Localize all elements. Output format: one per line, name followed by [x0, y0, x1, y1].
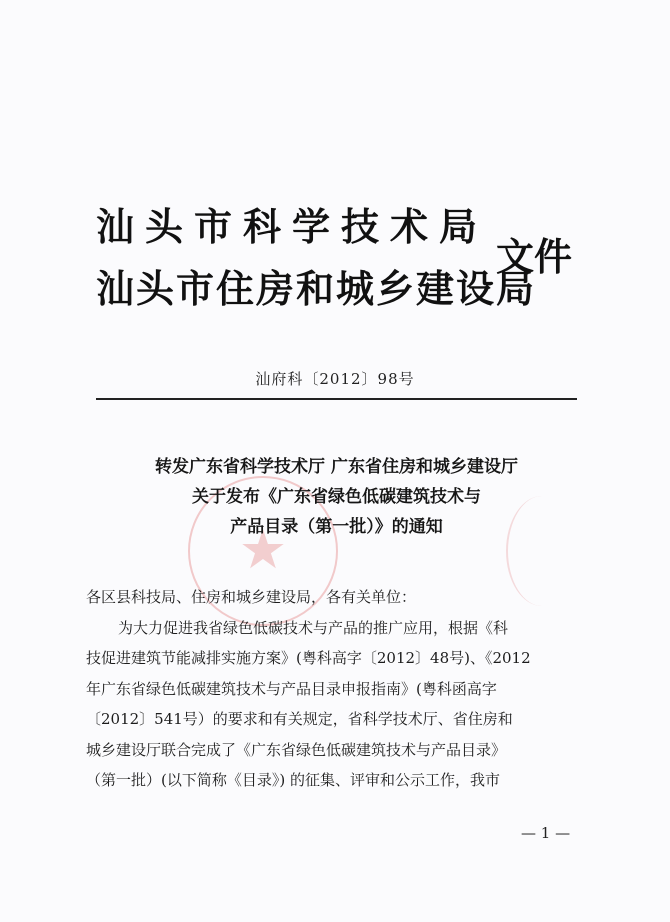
- body-line-4: 〔2012〕541号）的要求和有关规定，省科学技术厅、省住房和: [86, 710, 513, 728]
- document-label: 文件: [496, 235, 573, 279]
- agency-line-2: 汕头市住房和城乡建设局: [96, 267, 537, 311]
- body-line-1: 为大力促进我省绿色低碳技术与产品的推广应用，根据《科: [118, 618, 509, 637]
- body-line-3: 年广东省绿色低碳建筑技术与产品目录申报指南》(粤科函高字: [86, 679, 497, 698]
- body-line-2: 技促进建筑节能减排实施方案》(粤科高字〔2012〕48号)、《2012: [86, 649, 531, 667]
- body-text: [86, 582, 586, 796]
- header-divider: [96, 398, 577, 400]
- title-line-3: 产品目录（第一批）》的通知: [230, 517, 443, 537]
- body-line-6: （第一批）(以下简称《目录》) 的征集、评审和公示工作，我市: [86, 771, 500, 789]
- salutation: 各区县科技局、住房和城乡建设局，各有关单位：: [86, 588, 417, 606]
- document-number: 汕府科〔2012〕98号: [255, 370, 415, 388]
- issuing-agencies: [96, 196, 536, 320]
- body-line-5: 城乡建设厅联合完成了《广东省绿色低碳建筑技术与产品目录》: [86, 740, 507, 759]
- agency-line-1: 汕头市科学技术局: [96, 205, 489, 249]
- title-line-2: 关于发布《广东省绿色低碳建筑技术与: [192, 487, 481, 507]
- title-line-1: 转发广东省科学技术厅 广东省住房和城乡建设厅: [155, 457, 518, 477]
- page-number: — 1 —: [521, 824, 571, 842]
- notice-title: [96, 452, 577, 542]
